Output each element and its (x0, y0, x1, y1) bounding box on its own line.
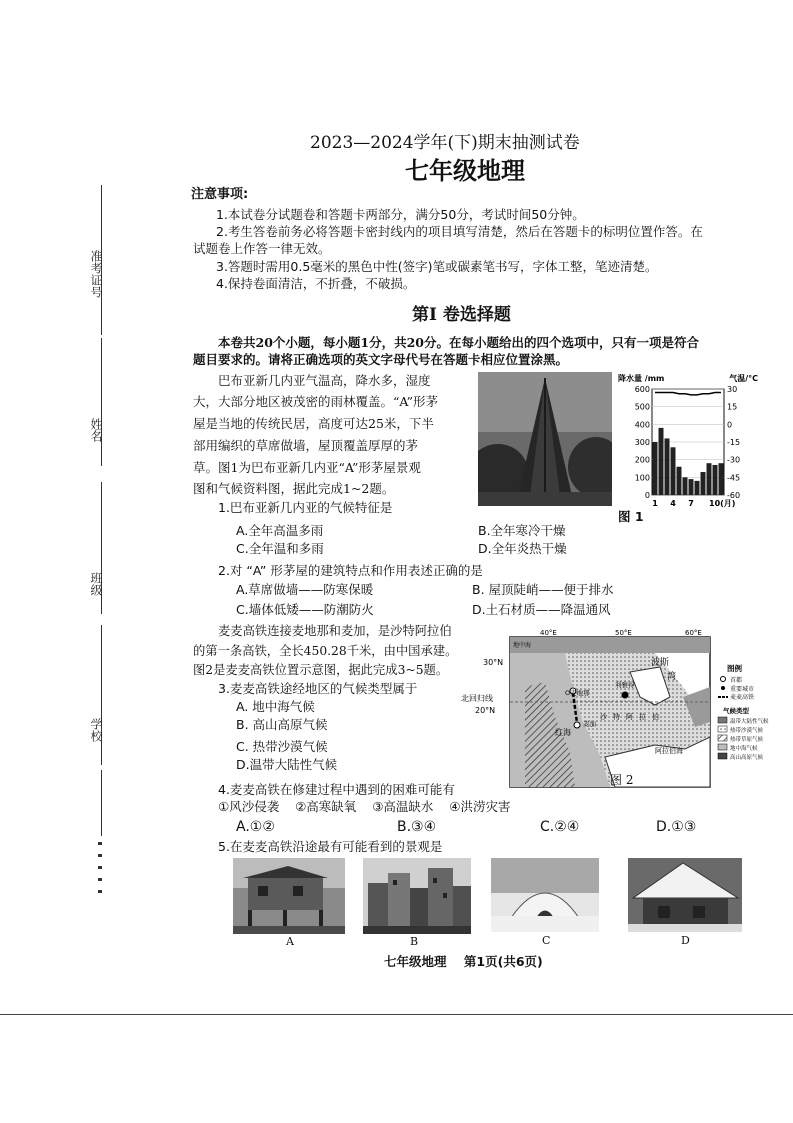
q1-option-c: C.全年温和多雨 (236, 541, 324, 556)
q2-option-c: C.墙体低矮——防潮防火 (236, 602, 374, 617)
q4-stem: 4.麦麦高铁在修建过程中遇到的困难可能有 (218, 782, 455, 797)
city-riyadh: 利雅得 (615, 681, 635, 689)
climate-mediterranean: 地中海气候 (730, 746, 758, 752)
binding-line-2 (101, 338, 102, 466)
field-school: 学校 (89, 718, 103, 742)
chart-bar-month-12 (719, 463, 724, 495)
chart-bar-month-10 (707, 463, 712, 495)
notice-heading: 注意事项: (191, 187, 249, 202)
legend-title: 图例 (727, 664, 742, 673)
chart-bar-month-5 (677, 467, 682, 495)
region-4: 拉 (639, 713, 646, 721)
q4-option-d: D.①③ (656, 819, 697, 835)
q1-stem: 1.巴布亚新几内亚的气候特征是 (218, 500, 393, 515)
section-title: 第I 卷选择题 (412, 305, 511, 325)
chart-bar-month-7 (689, 479, 694, 495)
sea-mediterranean: 地中海 (513, 642, 532, 649)
chart-ytick-400: 400 (634, 420, 650, 430)
q1-option-d: D.全年炎热干燥 (478, 541, 567, 556)
q4-option-c: C.②④ (540, 819, 580, 835)
notice-item-3: 3.答题时需用0.5毫米的黑色中性(签字)笔或碳素笔书写，字体工整，笔迹清楚。 (216, 259, 658, 274)
q4-items: ①风沙侵袭 ②高寒缺氧 ③高温缺水 ④洪涝灾害 (218, 799, 511, 814)
lat-30: 30°N (483, 658, 504, 667)
landscape-photo-a (233, 858, 345, 934)
chart-y2tick--15: -15 (727, 438, 741, 447)
chart-bar-month-9 (701, 472, 706, 495)
chart-y2tick-15: 15 (727, 402, 738, 412)
sea-red: 红海 (555, 728, 571, 737)
binding-line-5 (101, 770, 102, 836)
landscape-photo-b (363, 858, 471, 934)
passage1-line-1: 巴布亚新几内亚气温高，降水多，湿度 (218, 373, 431, 388)
landscape-photo-c (491, 858, 599, 932)
railway-map (455, 627, 790, 792)
chart-ytick-0: 0 (644, 491, 650, 500)
field-name: 姓名 (89, 418, 103, 442)
chart-ylabel: 降水量 /mm (618, 374, 665, 383)
page-footer: 七年级地理 第1页(共6页) (384, 954, 543, 969)
chart-y2label: 气温/°C (729, 374, 758, 383)
chart-bar-month-8 (695, 481, 700, 495)
q4-option-b: B.③④ (397, 819, 437, 835)
q5-stem: 5.在麦麦高铁沿途最有可能看到的景观是 (218, 839, 443, 854)
legend-city: 重要城市 (730, 686, 755, 693)
q3-option-d: D.温带大陆性气候 (236, 757, 338, 772)
sea-persian-2: 湾 (667, 672, 677, 682)
chart-xtick-3: 10(月) (709, 499, 736, 508)
section-instructions-1: 本卷共20个小题，每小题1分，共20分。在每小题给出的四个选项中，只有一项是符合 (218, 335, 699, 350)
lon-40: 40°E (540, 629, 557, 637)
q3-option-b: B. 高山高原气候 (236, 717, 328, 732)
city-medina: O麦地那 (565, 689, 590, 697)
legend-railway: 麦麦高铁 (730, 694, 755, 701)
field-class: 班级 (89, 572, 103, 596)
chart-xtick-1: 4 (670, 499, 676, 508)
chart-y2tick-0: 0 (727, 420, 733, 430)
region-1: 沙 (600, 713, 607, 721)
region-3: 阿 (626, 713, 633, 721)
binding-line-4 (101, 625, 102, 765)
chart-ytick-600: 600 (634, 385, 650, 394)
page-bottom-rule (0, 1014, 793, 1015)
lon-50: 50°E (615, 629, 632, 637)
chart-bar-month-2 (659, 428, 664, 495)
region-2: 特 (613, 713, 620, 721)
landscape-photo-d (628, 858, 742, 932)
q5-label-d: D (681, 934, 690, 947)
a-frame-hut-photo (478, 372, 612, 506)
q3-stem: 3.麦麦高铁途经地区的气候类型属于 (218, 681, 418, 696)
chart-ytick-500: 500 (634, 402, 650, 412)
chart-bar-month-6 (683, 477, 688, 495)
q3-option-a: A. 地中海气候 (236, 699, 315, 714)
chart-xtick-0: 1 (652, 499, 658, 508)
q1-option-a: A.全年高温多雨 (236, 523, 324, 538)
q3-option-c: C. 热带沙漠气候 (236, 739, 328, 754)
q1-option-b: B.全年寒冷干燥 (478, 523, 566, 538)
lat-tropic: 北回归线 (461, 694, 493, 703)
notice-item-2b: 试题卷上作答一律无效。 (193, 241, 331, 256)
notice-item-2: 2.考生答卷前务必将答题卡密封线内的项目填写清楚，然后在答题卡的标明位置作答。在 (216, 224, 703, 239)
passage1-line-6: 图和气候资料图，据此完成1~2题。 (193, 481, 395, 496)
q2-option-a: A.草席做墙——防寒保暖 (236, 582, 374, 597)
lat-20: 20°N (475, 706, 496, 715)
lon-60: 60°E (685, 629, 702, 637)
climate-temperate-continental: 温带大陆性气候 (730, 719, 769, 725)
sea-arabian: 阿拉伯海 (655, 747, 683, 755)
climate-legend-title: 气候类型 (723, 707, 749, 715)
q2-stem: 2.对 “A” 形茅屋的建筑特点和作用表述正确的是 (218, 563, 483, 578)
q5-label-c: C (542, 934, 551, 947)
q5-label-b: B (410, 935, 419, 948)
climate-highland: 高山高原气候 (730, 755, 764, 761)
figure1-caption: 图 1 (618, 509, 644, 524)
q5-label-a: A (286, 935, 294, 948)
chart-bar-month-3 (665, 438, 670, 495)
q4-option-a: A.①② (236, 819, 275, 835)
chart-bar-month-11 (713, 465, 718, 495)
q2-option-b: B. 屋顶陡峭——便于排水 (472, 582, 614, 597)
chart-ytick-300: 300 (634, 438, 650, 447)
passage1-line-4: 部用编织的草席做墙，屋顶覆盖厚厚的茅 (193, 438, 419, 453)
passage2-line-2: 的第一条高铁，全长450.28千米，由中国承建。 (193, 644, 458, 658)
chart-bar-month-4 (671, 447, 676, 495)
section-instructions-2: 题目要求的。请将正确选项的英文字母代号在答题卡相应位置涂黑。 (193, 352, 569, 367)
climate-chart (618, 371, 758, 511)
chart-y2tick--45: -45 (727, 473, 741, 483)
passage1-line-2: 大，大部分地区被茂密的雨林覆盖。“A”形茅 (193, 394, 438, 409)
climate-tropical-desert: 热带沙漠气候 (730, 728, 764, 734)
binding-dots (98, 842, 102, 894)
chart-y2tick--60: -60 (727, 491, 741, 500)
figure2-caption: 图 2 (610, 773, 634, 787)
notice-item-4: 4.保持卷面清洁，不折叠，不破损。 (216, 276, 416, 291)
chart-ytick-200: 200 (634, 455, 650, 465)
passage2-line-3: 图2是麦麦高铁位置示意图，据此完成3~5题。 (193, 663, 449, 677)
region-5: 伯 (652, 713, 659, 721)
chart-ytick-100: 100 (634, 473, 650, 483)
sea-persian-1: 波斯 (651, 658, 670, 668)
passage1-line-3: 屋是当地的传统民居，高度可达25米，下半 (193, 416, 434, 431)
field-exam-number: 准考证号 (89, 250, 103, 298)
climate-chart-svg (618, 371, 758, 511)
passage1-line-5: 草。图1为巴布亚新几内亚“A”形茅屋景观 (193, 460, 421, 475)
q2-option-d: D.土石材质——降温通风 (472, 602, 611, 617)
chart-bar-month-1 (653, 442, 658, 495)
legend-capital: 首都 (730, 677, 743, 684)
city-mecca: 麦加 (583, 720, 596, 728)
chart-y2tick-30: 30 (727, 385, 738, 394)
notice-item-1: 1.本试卷分试题卷和答题卡两部分，满分50分，考试时间50分钟。 (216, 207, 585, 222)
exam-title: 2023—2024学年(下)期末抽测试卷 (310, 133, 580, 153)
climate-tropical-savanna: 热带草原气候 (730, 737, 764, 743)
chart-xtick-2: 7 (688, 499, 694, 508)
chart-y2tick--30: -30 (727, 455, 741, 465)
subject-title: 七年级地理 (405, 157, 525, 185)
passage2-line-1: 麦麦高铁连接麦地那和麦加，是沙特阿拉伯 (218, 624, 452, 638)
